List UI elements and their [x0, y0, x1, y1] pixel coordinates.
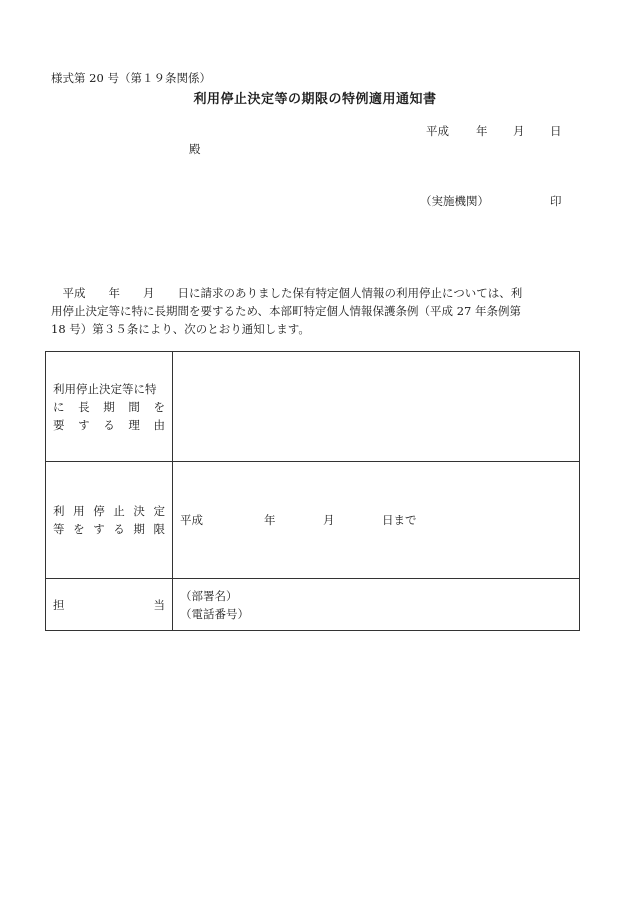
- phone-field: （電話番号）: [180, 606, 249, 621]
- notice-body: [51, 284, 571, 338]
- deadline-year: 年: [264, 513, 276, 527]
- reason-label-line-3: 要 す る 理 由: [53, 417, 165, 432]
- contact-label: [46, 579, 173, 631]
- date-era: 平成: [426, 124, 449, 138]
- deadline-label: [46, 462, 173, 579]
- notice-table: [45, 351, 580, 631]
- date-day: 日: [550, 124, 562, 138]
- reason-label-line-2: に 長 期 間 を: [53, 399, 165, 414]
- seal-mark: 印: [550, 194, 562, 208]
- addressee-suffix: 殿: [189, 142, 201, 156]
- date-month: 月: [513, 124, 525, 138]
- issuer-label: （実施機関）: [420, 194, 489, 208]
- notice-line-1: 平成 年 月 日に請求のありました保有特定個人情報の利用停止については、利: [51, 286, 523, 300]
- reason-label: [46, 352, 173, 462]
- document-title: 利用停止決定等の期限の特例適用通知書: [193, 92, 437, 107]
- reason-value: [173, 352, 580, 462]
- deadline-month: 月: [323, 513, 335, 527]
- reason-row: [46, 352, 580, 462]
- deadline-label-line-1: 利 用 停 止 決 定: [53, 504, 165, 518]
- deadline-era: 平成: [180, 513, 203, 527]
- reason-label-line-1: 利用停止決定等に特: [53, 381, 157, 396]
- contact-label-text: 担 当: [53, 597, 165, 612]
- notice-line-3: 18 号）第３５条により、次のとおり通知します。: [51, 322, 310, 336]
- deadline-label-line-2: 等 を す る 期 限: [53, 522, 165, 536]
- deadline-until: 日まで: [382, 513, 417, 527]
- deadline-value: [173, 462, 580, 579]
- date-year: 年: [476, 124, 488, 138]
- notice-line-2: 用停止決定等に特に長期間を要するため、本部町特定個人情報保護条例（平成 27 年条例第: [51, 304, 521, 318]
- form-number: 様式第 20 号（第１９条関係）: [51, 71, 211, 85]
- contact-value: [173, 579, 580, 631]
- department-field: （部署名）: [180, 588, 238, 603]
- deadline-row: [46, 462, 580, 579]
- contact-row: [46, 579, 580, 631]
